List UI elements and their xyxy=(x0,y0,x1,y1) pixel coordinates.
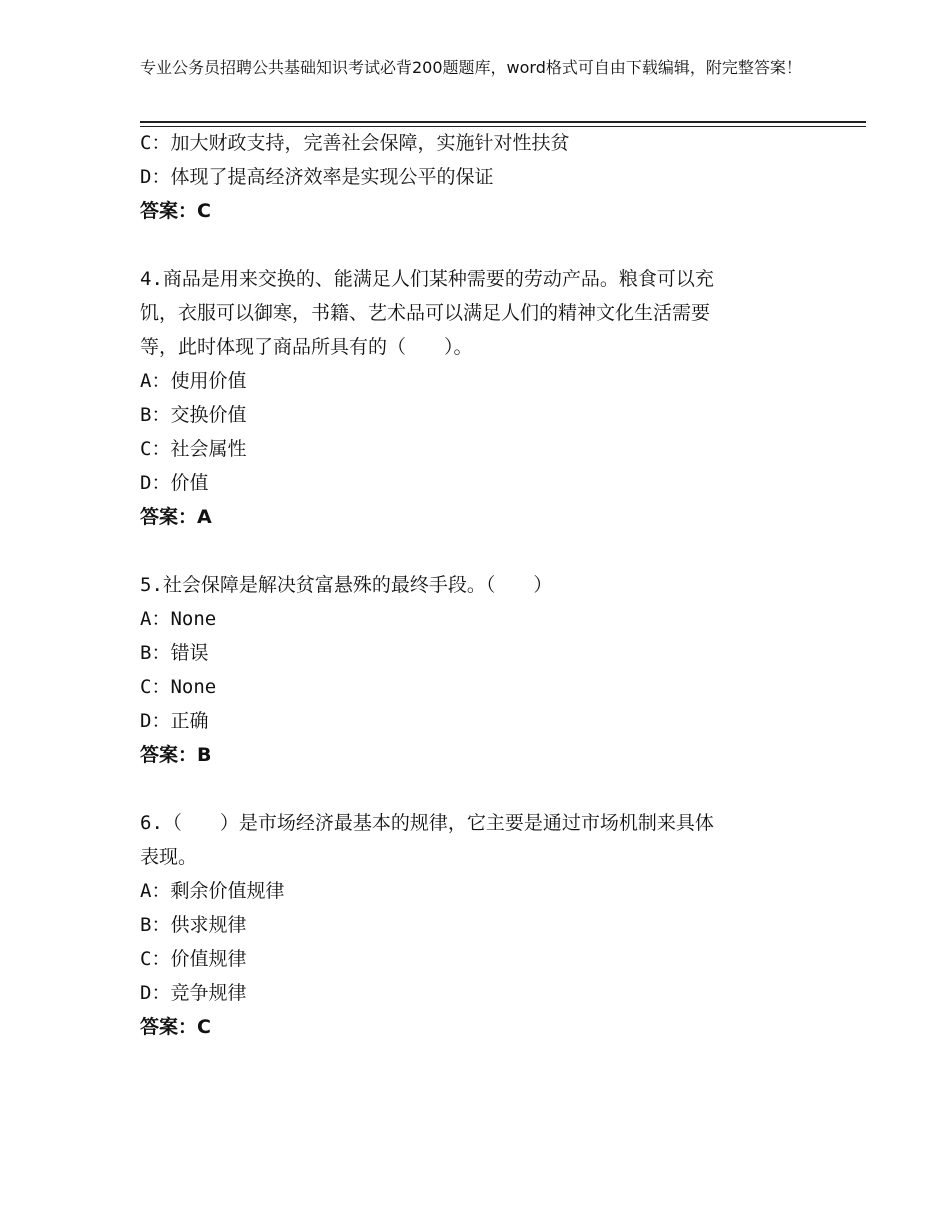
option-d: D：正确 xyxy=(140,710,209,732)
prev-option-c: C：加大财政支持，完善社会保障，实施针对性扶贫 xyxy=(140,132,570,154)
option-b: B：错误 xyxy=(140,642,209,664)
question-text-line: 6.（ ）是市场经济最基本的规律，它主要是通过市场机制来具体 xyxy=(140,812,714,834)
prev-option-d: D：体现了提高经济效率是实现公平的保证 xyxy=(140,166,494,188)
page-header: 专业公务员招聘公共基础知识考试必背200题题库，word格式可自由下载编辑，附完整答案！ xyxy=(140,58,802,77)
question-text-line: 等，此时体现了商品所具有的（ ）。 xyxy=(140,336,473,358)
question-text-line: 4.商品是用来交换的、能满足人们某种需要的劳动产品。粮食可以充 xyxy=(140,268,714,290)
option-c: C：社会属性 xyxy=(140,438,247,460)
question-block xyxy=(140,262,820,534)
question-text-line: 饥，衣服可以御寒，书籍、艺术品可以满足人们的精神文化生活需要 xyxy=(140,302,711,324)
question-block xyxy=(140,568,820,772)
question-text-line: 5.社会保障是解决贫富悬殊的最终手段。（ ） xyxy=(140,574,553,596)
spacer xyxy=(140,228,820,262)
option-d: D：竞争规律 xyxy=(140,982,247,1004)
question-content xyxy=(140,126,820,1044)
spacer xyxy=(140,772,820,806)
option-a: A：None xyxy=(140,608,217,630)
answer: 答案：A xyxy=(140,506,212,528)
option-a: A：剩余价值规律 xyxy=(140,880,285,902)
spacer xyxy=(140,534,820,568)
header-rule-thick xyxy=(140,121,866,123)
option-c: C：价值规律 xyxy=(140,948,247,970)
answer: 答案：C xyxy=(140,1016,211,1038)
question-block xyxy=(140,806,820,1044)
option-b: B：供求规律 xyxy=(140,914,247,936)
option-a: A：使用价值 xyxy=(140,370,247,392)
answer: 答案：B xyxy=(140,744,212,766)
question-text-line: 表现。 xyxy=(140,846,198,868)
prev-answer: 答案：C xyxy=(140,200,211,222)
option-c: C：None xyxy=(140,676,217,698)
option-d: D：价值 xyxy=(140,472,209,494)
option-b: B：交换价值 xyxy=(140,404,247,426)
